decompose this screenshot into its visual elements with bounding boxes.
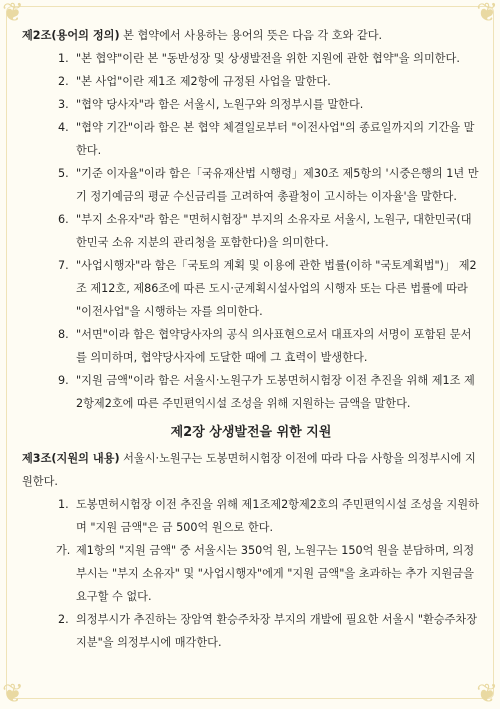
- item-text: "본 사업"이란 제1조 제2항에 규정된 사업을 말한다.: [76, 75, 331, 88]
- item-number: 2.: [58, 613, 69, 626]
- list-item: [22, 323, 480, 369]
- item-number: 8.: [58, 328, 69, 341]
- item-text: "지원 금액"이라 함은 서울시·노원구가 도봉면허시험장 이전 추진을 위해 제1조 제2항제2호에 따른 주민편익시설 조성을 위해 지원하는 금액을 말한다.: [76, 374, 475, 410]
- article-3-title: 제3조(지원의 내용): [22, 452, 120, 465]
- item-number: 2.: [58, 75, 69, 88]
- article-2-title: 제2조(용어의 정의): [22, 29, 120, 42]
- item-text: "부지 소유자"라 함은 "면허시험장" 부지의 소유자로 서울시, 노원구, 대한민국(대한민국 소유 지분의 관리청을 포함한다)을 의미한다.: [76, 213, 472, 249]
- item-text: 도봉면허시험장 이전 추진을 위해 제1조제2항제2호의 주민편익시설 조성을 지원하며 "지원 금액"은 금 500억 원으로 한다.: [76, 498, 479, 534]
- list-item: [22, 116, 480, 162]
- item-number: 3.: [58, 98, 69, 111]
- item-number: 7.: [58, 259, 69, 272]
- article-2-intro-text: 본 협약에서 사용하는 용어의 뜻은 다음 각 호와 같다.: [119, 29, 383, 42]
- document-body: [22, 24, 480, 654]
- item-text: "기준 이자율"이라 함은「국유재산법 시행령」제30조 제5항의 '시중은행의 1년 만기 정기예금의 평균 수신금리를 고려하여 총괄청이 고시하는 이자율'을 말한다.: [76, 167, 479, 203]
- article-3-intro-text: 서울시·노원구는 도봉면허시험장 이전에 따라 다음 사항을 의정부시에 지원한다.: [22, 452, 476, 488]
- item-number: 1.: [58, 498, 69, 511]
- item-number: 6.: [58, 213, 69, 226]
- item-text: "사업시행자"라 함은「국토의 계획 및 이용에 관한 법률(이하 "국토계획법")」 제2조 제12호, 제86조에 따른 도시·군계획시설사업의 시행자 또는 다른 법률에 따라 "이전사업"을 시행하는 자를 의미한다.: [76, 259, 477, 318]
- list-item: [22, 70, 480, 93]
- corner-ornament-icon: ❦: [2, 0, 24, 28]
- list-item: [22, 208, 480, 254]
- corner-ornament-icon: ❦: [2, 679, 24, 709]
- list-item: [22, 47, 480, 70]
- list-item: [22, 369, 480, 415]
- item-number: 1.: [58, 52, 69, 65]
- list-item: [22, 93, 480, 116]
- item-text: 제1항의 "지원 금액" 중 서울시는 350억 원, 노원구는 150억 원을 분담하며, 의정부시는 "부지 소유자" 및 "사업시행자"에게 "지원 금액"을 초과하는 추가 지원금을 요구할 수 없다.: [76, 544, 475, 603]
- item-text: "협약 기간"이라 함은 본 협약 체결일로부터 "이전사업"의 종료일까지의 기간을 말한다.: [76, 121, 475, 157]
- article-2-intro: [22, 24, 480, 47]
- list-item: [22, 493, 480, 539]
- item-text: 의정부시가 추진하는 장암역 환승주차장 부지의 개발에 필요한 서울시 "환승주차장 지분"을 의정부시에 매각한다.: [76, 613, 478, 649]
- item-number: 4.: [58, 121, 69, 134]
- item-text: "서면"이라 함은 협약당사자의 공식 의사표현으로서 대표자의 서명이 포함된 문서를 의미하며, 협약당사자에 도달한 때에 그 효력이 발생한다.: [76, 328, 472, 364]
- item-number: 9.: [58, 374, 69, 387]
- list-item: [22, 162, 480, 208]
- list-item: [22, 539, 480, 608]
- item-number: 5.: [58, 167, 69, 180]
- list-item: [22, 254, 480, 323]
- corner-ornament-icon: ❦: [476, 679, 498, 709]
- list-item: [22, 608, 480, 654]
- item-text: "협약 당사자"라 함은 서울시, 노원구와 의정부시를 말한다.: [76, 98, 364, 111]
- chapter-heading: 제2장 상생발전을 위한 지원: [170, 425, 332, 440]
- item-text: "본 협약"이란 본 "동반성장 및 상생발전을 위한 지원에 관한 협약"을 의미한다.: [76, 52, 460, 65]
- item-number: 가.: [56, 544, 71, 557]
- article-3-intro: [22, 447, 480, 493]
- corner-ornament-icon: ❦: [476, 0, 498, 28]
